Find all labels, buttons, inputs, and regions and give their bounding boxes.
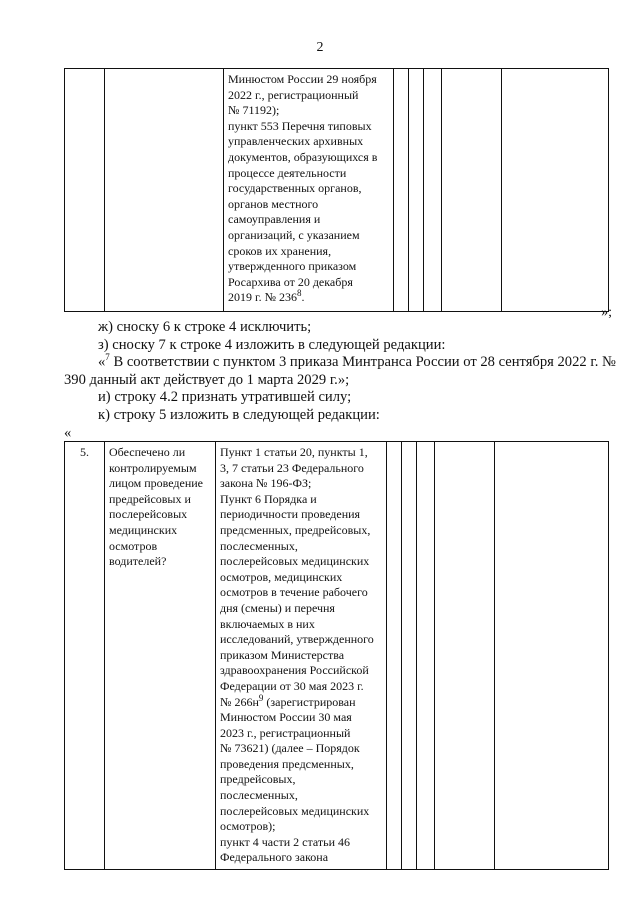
table-cell [502,69,609,312]
closing-quote: »; [601,305,612,320]
table-row [65,442,609,870]
table-cell [105,69,224,312]
table-cell [417,442,435,870]
legal-requirements-cell [224,69,394,312]
legal-requirements-cell [216,442,387,870]
checklist-table-row5 [64,441,609,870]
legal-requirements-text: Минюстом России 29 ноября 2022 г., регистрационный № 71192); пункт 553 Перечня типовых управленческих архивных документов, образующихся в процессе деятельности государственных органов, органов местного самоуправления и организаций, с указанием сроков их хранения, утвержденного приказом Росархива от 20 декабря 2019 г. № 236 [228,72,378,305]
table-cell [495,442,609,870]
question-cell: Обеспечено ли контролируемым лицом проведение предрейсовых и послерейсовых медицинских осмотров водителей? [105,442,216,870]
table-cell [409,69,424,312]
table-cell [442,69,502,312]
table-cell [402,442,417,870]
footnote-ref: 9 [258,692,264,703]
cell-tail: . [301,290,305,305]
legal-requirements-text: Пункт 1 статьи 20, пункты 1, 3, 7 статьи 23 Федерального закона № 196-ФЗ; Пункт 6 Порядка и периодичности проведения предсменных, предрейсовых, послесменных, послерейсовых медицинских осмотров, медицинских осмотров в течение рабочего дня (смены) и перечня включаемых в них исследований, утвержденного приказом Министерства здравоохранения Российской Федерации от 30 мая 2023 г. № 266н [220,445,374,709]
legal-requirements-text-cont: (зарегистрирован Минюстом России 30 мая 2023 г., регистрационный № 73621) (далее – Порядок проведения предсменных, предрейсовых, послесменных, послерейсовых медицинских осмотров); пункт 4 части 2 статьи 46 Федерального закона [220,694,370,865]
table-cell [65,69,105,312]
footnote-7-text [64,354,619,389]
row-number: 5. [65,442,105,870]
table-cell [424,69,442,312]
checklist-table-continued [64,68,609,312]
table-cell [394,69,409,312]
open-quote: « [98,354,106,371]
table-cell [435,442,495,870]
paragraph-zh: ж) сноску 6 к строке 4 исключить; [98,319,312,335]
table-row [65,69,609,312]
paragraph-k: к) строку 5 изложить в следующей редакции: [98,406,380,423]
footnote-ref: 8 [297,288,302,299]
footnote-body: В соответствии с пунктом 3 приказа Минтранса России от 28 сентября 2022 г. № 390 данный акт действует до 1 марта 2029 г.»; [64,354,616,388]
amendments-text [64,319,619,442]
page-number: 2 [316,40,324,55]
footnote-ref: 7 [105,352,110,363]
open-quote: « [64,424,72,441]
paragraph-i: и) строку 4.2 признать утратившей силу; [98,389,352,406]
table-cell [387,442,402,870]
paragraph-z: з) сноску 7 к строке 4 изложить в следующей редакции: [98,336,446,353]
